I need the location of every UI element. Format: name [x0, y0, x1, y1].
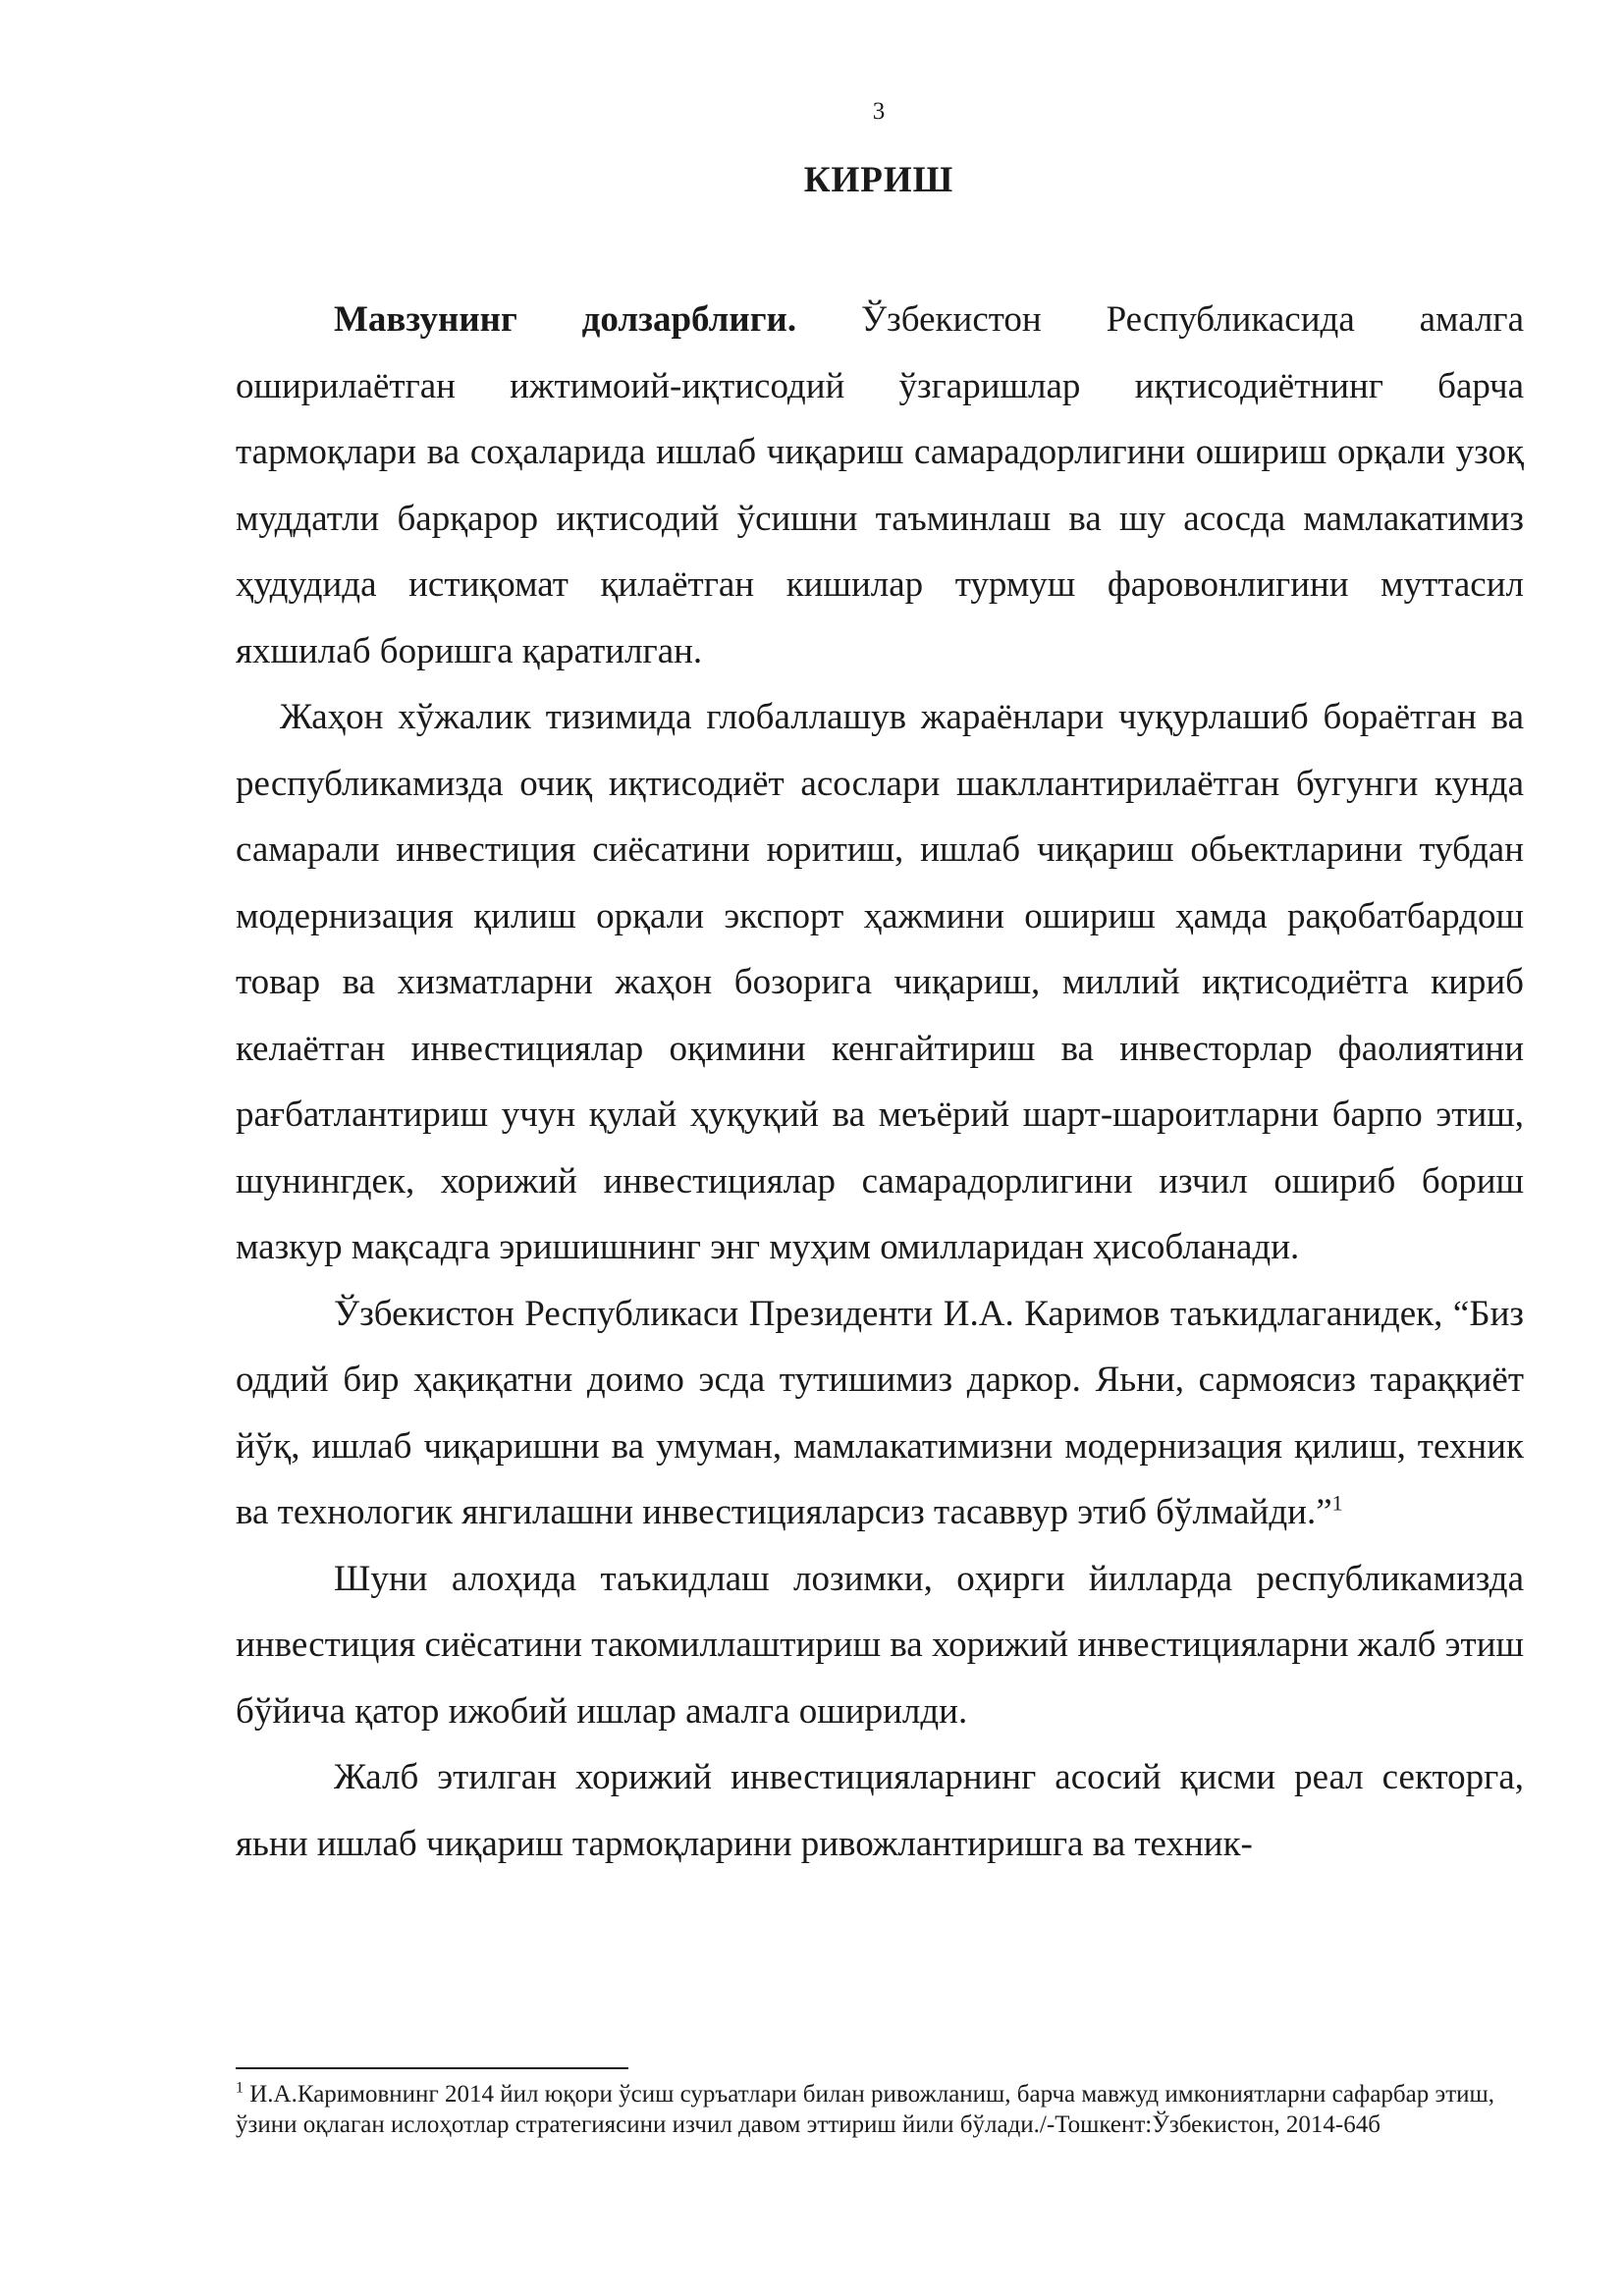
paragraph-text: Жалб этилган хорижий инвестицияларнинг асосий қисми реал секторга, яьни ишлаб чиқариш тармоқларини ривожлантиришга ва техник-: [236, 1757, 1524, 1864]
paragraph-text: Ўзбекистон Республикаси Президенти И.А. Каримов таъкидлаганидек, “Биз оддий бир ҳақиқатни доимо эсда тутишимиз даркор. Яьни, сармоясиз тараққиёт йўқ, ишлаб чиқаришни ва умуман, мамлакатимизни модернизация қилиш, техник ва технологик янгилашни инвестицияларсиз тасаввур этиб бўлмайди.”: [236, 1293, 1524, 1532]
footnote: [236, 2079, 1524, 2140]
paragraph-relevance: [236, 287, 1524, 684]
footnote-text: И.А.Каримовнинг 2014 йил юқори ўсиш суръатлари билан ривожланиш, барча мавжуд имкониятларни сафарбар этиш, ўзини оқлаган ислоҳотлар стратегиясини изчил давом эттириш йили бўлади./-Тошкент:Ўзбекистон, 2014-64б: [236, 2081, 1495, 2138]
footnote-reference[interactable]: 1: [1331, 1490, 1343, 1516]
paragraph-globalization: [236, 684, 1524, 1281]
footnote-mark: 1: [236, 2079, 244, 2097]
paragraph-text: Ўзбекистон Республикасида амалга оширилаётган ижтимоий-иқтисодий ўзгаришлар иқтисодиётнинг барча тармоқлари ва соҳаларида ишлаб чиқариш самарадорлигини ошириш орқали узоқ муддатли барқарор иқтисодий ўсишни таъминлаш ва шу асосда мамлакатимиз ҳудудида истиқомат қилаётган кишилар турмуш фаровонлигини муттасил яхшилаб боришга қаратилган.: [236, 299, 1524, 671]
paragraph-lead: Мавзунинг долзарблиги.: [334, 299, 797, 340]
paragraph-text: Жаҳон хўжалик тизимида глобаллашув жараёнлари чуқурлашиб бораётган ва республикамизда очиқ иқтисодиёт асослари шакллантирилаётган бугунги кунда самарали инвестиция сиёсатини юритиш, ишлаб чиқариш обьектларини тубдан модернизация қилиш орқали экспорт ҳажмини ошириш ҳамда рақобатбардош товар ва хизматларни жаҳон бозорига чиқариш, миллий иқтисодиётга кириб келаётган инвестициялар оқимини кенгайтириш ва инвесторлар фаолиятини рағбатлантириш учун қулай ҳуқуқий ва меъёрий шарт-шароитларни барпо этиш, шунингдек, хорижий инвестициялар самарадорлигини изчил ошириб бориш мазкур мақсадга эришишнинг энг муҳим омилларидан ҳисобланади.: [236, 697, 1524, 1267]
paragraph-investments: [236, 1744, 1524, 1877]
section-heading: КИРИШ: [803, 160, 954, 200]
body-text: [236, 287, 1524, 1877]
paragraph-reforms: [236, 1546, 1524, 1745]
paragraph-text: Шуни алоҳида таъкидлаш лозимки, оҳирги йилларда республикамизда инвестиция сиёсатини такомиллаштириш ва хорижий инвестицияларни жалб этиш бўйича қатор ижобий ишлар амалга оширилди.: [236, 1558, 1524, 1732]
paragraph-quote: [236, 1281, 1524, 1546]
footnote-divider: [236, 2067, 628, 2069]
page-number: 3: [872, 98, 886, 125]
